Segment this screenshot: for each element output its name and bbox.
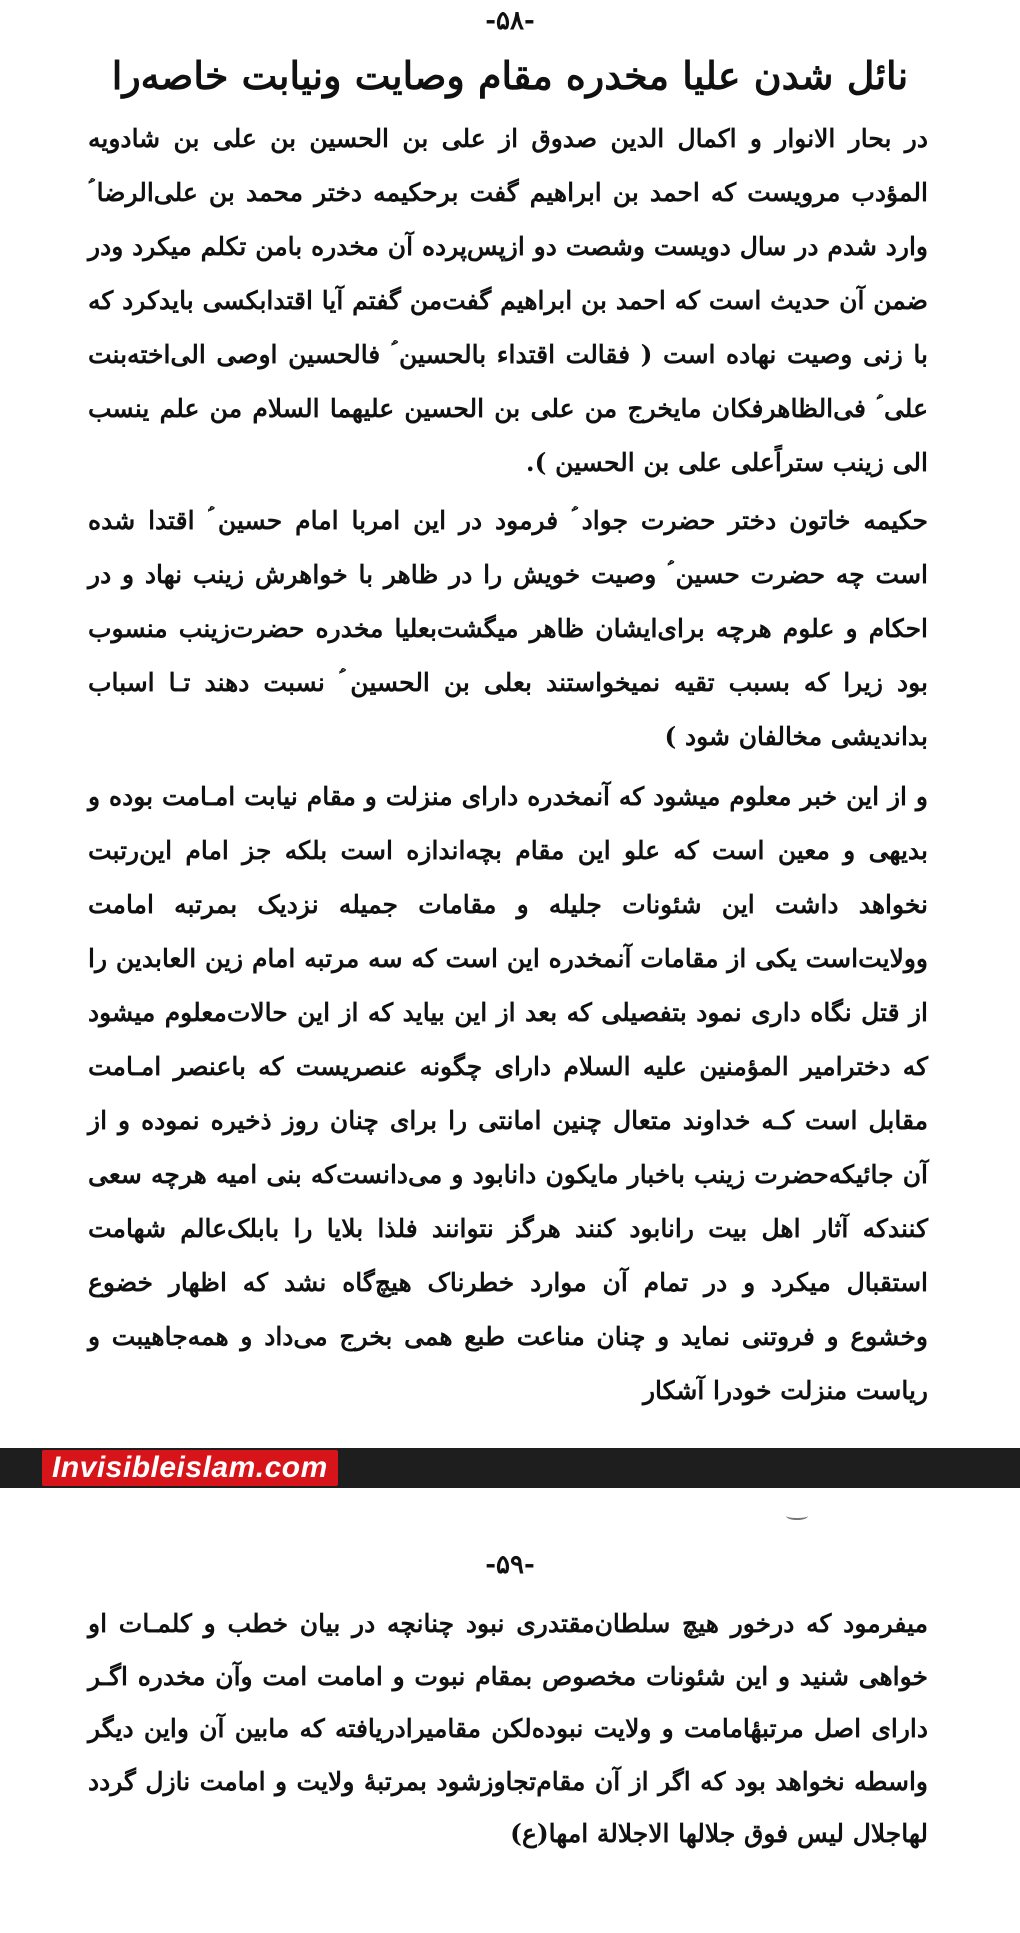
- paragraph-text: در بحار الانوار و اکمال الدین صدوق از علی بن الحسین بن علی بن شادویه المؤدب مرویست که احمد بن ابراهیم گفت برحکیمه دختر محمد بن علی‌الرضا ؑ وارد شدم در سال دویست وشصت دو ازپس‌پرده آن مخدره بامن تکلم میکرد ودر ضمن آن حدیث است که احمد بن ابراهیم گفت‌من گفتم آیا اقتدابکسی بایدکرد که با زنی وصیت نهاده است ( فقالت اقتداء بالحسین ؑ فالحسین اوصی الی‌اخته‌بنت علی ؑ فی‌الظاهرفکان مایخرج من علی بن الحسین علیهما السلام من علم ینسب الی زینب ستراًعلی علی بن الحسین ).: [88, 124, 928, 477]
- paragraph-3: [88, 770, 928, 1418]
- site-watermark-label: Invisibleislam.com: [42, 1450, 338, 1486]
- paragraph-2: [88, 494, 928, 764]
- page-number: -۵۸-: [485, 6, 535, 36]
- watermark-banner: [0, 1448, 1020, 1488]
- paragraph-1: [88, 112, 928, 490]
- page-59: [0, 1488, 1020, 1933]
- scan-mark-icon: [786, 1512, 808, 1520]
- paragraph-text: حکیمه خاتون دختر حضرت جواد ؑ فرمود در این امربا امام حسین ؑ اقتدا شده است چه حضرت حسین ؑ وصیت خویش را در ظاهر با خواهرش زینب نهاد و در احکام و علوم هرچه برای‌ایشان ظاهر میگشت‌بعلیا مخدره حضرت‌زینب منسوب بود زیرا که بسبب تقیه نمیخواستند بعلی بن الحسین ؑ نسبت دهند تـا اسباب بداندیشی مخالفان شود ): [88, 506, 928, 751]
- page-number: -۵۹-: [485, 1550, 535, 1580]
- paragraph-1: [88, 1598, 928, 1861]
- paragraph-text: و از این خبر معلوم میشود که آنمخدره دارای منزلت و مقام نیابت امـامت بوده و بدیهی و معین است که علو این مقام بچه‌اندازه است بلکه جز امام این‌رتبت نخواهد داشت این شئونات جلیله و مقامات جمیله نزدیک بمرتبه امامت وولایت‌است یکی از مقامات آنمخدره این است که سه مرتبه امام زین العابدین را از قتل نگاه داری نمود بتفصیلی که بعد از این بیاید که از این حالات‌معلوم میشود که دختر‌امیر المؤمنین علیه السلام دارای چگونه عنصریست که باعنصر امـامت مقابل است کـه خداوند متعال چنین امانتی را برای چنان روز ذخیره نموده و از آن جائیکه‌حضرت زینب باخبار مایکون دانابود و می‌دانست‌که بنی امیه هرچه سعی کنند‌که آثار اهل بیت رانابود کنند هرگز نتوانند فلذا بلایا را بابلک‌عالم شهامت استقبال میکرد و در تمام آن موارد خطرناک هیچ‌گاه نشد که اظهار خضوع وخشوع و فروتنی نماید و چنان مناعت طبع همی بخرج می‌داد و همه‌جاهیبت و ریاست منزلت خودرا آشکار: [88, 782, 928, 1405]
- paragraph-text: میفرمود که درخور هیچ سلطان‌مقتدری نبود چنانچه در بیان خطب و کلمـات او خواهی شنید و این شئونات مخصوص بمقام نبوت و امامت امت وآن مخدره اگـر دارای اصل مرتبهٔامامت و ولایت نبوده‌لکن مقامیرادریافته که مابین آن واین دیگر واسطه نخواهد بود که اگر از آن مقام‌تجاوزشود بمرتبهٔ ولایت و امامت نازل گردد لهاجلال لیس فوق جلالها الاجلالة امها(ع): [88, 1609, 928, 1848]
- section-title: نائل شدن علیا مخدره مقام وصایت ونیابت خاصه‌را: [111, 53, 909, 98]
